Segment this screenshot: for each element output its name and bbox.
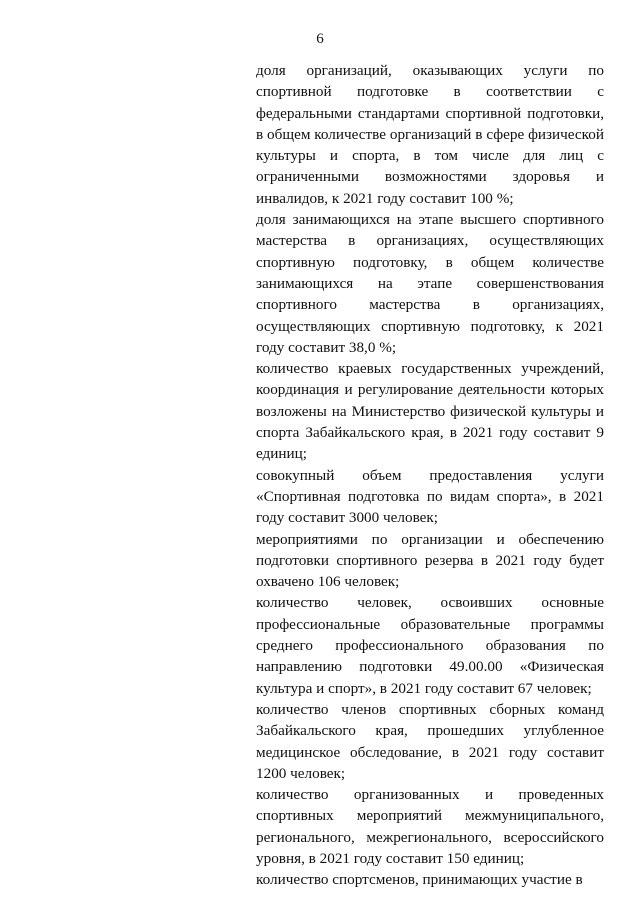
paragraph-sports-reserve: мероприятиями по организации и обеспечению подготовки спортивного резерва в 2021 году будет охвачено 106 человек;: [256, 530, 604, 591]
paragraph-service-volume: совокупный объем предоставления услуги «Спортивная подготовка по видам спорта», в 2021 году составит 3000 человек;: [256, 466, 604, 527]
paragraph-higher-mastery-share: доля занимающихся на этапе высшего спортивного мастерства в организациях, осуществляющих спортивную подготовку, в общем количестве занимающихся на этапе совершенствования спортивного мастерства в организациях, осуществляющих спортивную подготовку, к 2021 году составит 38,0 %;: [256, 211, 604, 356]
paragraph-organizations-share: доля организаций, оказывающих услуги по спортивной подготовке в соответствии с федеральными стандартами спортивной подготовки, в общем количестве организаций в сфере физической культуры и спорта, в том числе для лиц с ограниченными возможностями здоровья и инвалидов, к 2021 году составит 100 %;: [256, 62, 604, 207]
paragraph-professional-programs: количество человек, освоивших основные профессиональные образовательные программы среднего профессионального образования по направлению подготовки 49.00.00 «Физическая культура и спорт», в 2021 году составит 67 человек;: [256, 594, 604, 697]
paragraph-medical-examination: количество членов спортивных сборных команд Забайкальского края, прошедших углубленное медицинское обследование, в 2021 году составит 1200 человек;: [256, 700, 604, 782]
paragraph-athletes-participation: количество спортсменов, принимающих участие в: [256, 871, 583, 889]
paragraph-regional-institutions: количество краевых государственных учреждений, координация и регулирование деятельности которых возложены на Министерство физической культуры и спорта Забайкальского края, в 2021 году составит 9 единиц;: [256, 360, 604, 463]
page-number: 6: [316, 31, 324, 47]
document-body: [256, 60, 604, 891]
paragraph-sports-events: количество организованных и проведенных спортивных мероприятий межмуниципального, регионального, межрегионального, всероссийского уровня, в 2021 году составит 150 единиц;: [256, 786, 604, 867]
